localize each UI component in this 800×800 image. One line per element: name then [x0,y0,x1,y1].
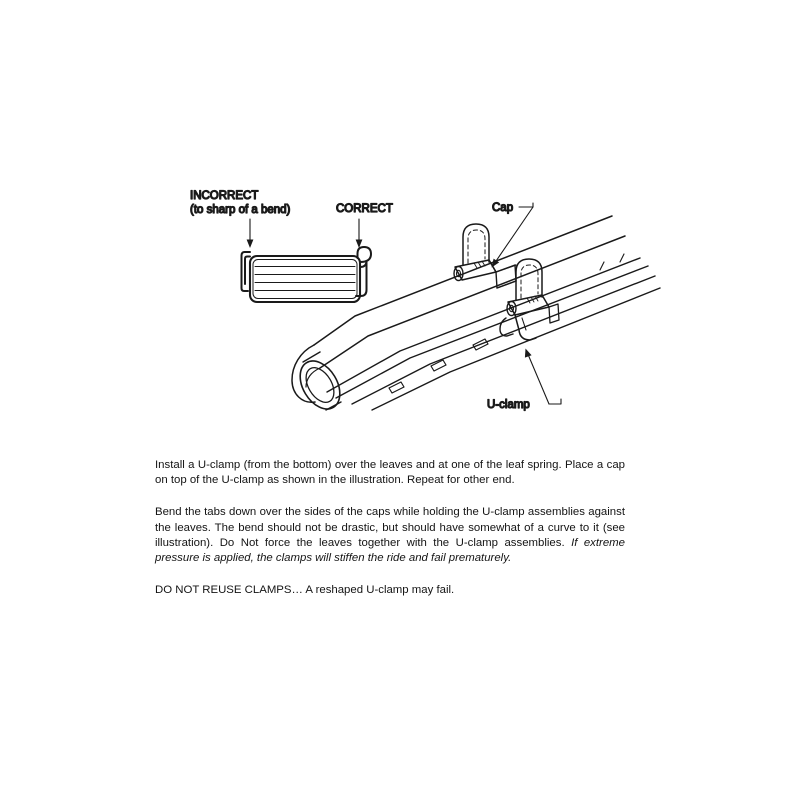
label-cap: Cap [492,202,514,214]
instruction-text-block [155,458,625,598]
detail-clamp-body [250,256,360,302]
uclamp-leader-line [525,349,561,405]
spring-main-leaf [292,216,625,402]
label-correct: CORRECT [336,203,393,215]
leaf-edge-ticks [600,254,624,270]
instruction-paragraph-3: DO NOT REUSE CLAMPS… A reshaped U-clamp may fail. [155,584,455,597]
label-uclamp: U-clamp [487,399,530,411]
clamp-assembly-front [500,259,559,340]
label-incorrect-sub: (to sharp of a bend) [190,204,291,216]
label-incorrect: INCORRECT [190,190,259,202]
clamp-assembly-rear [454,224,516,288]
instruction-paragraph-1: Install a U-clamp (from the bottom) over the leaves and at one of the leaf spring. Place a cap on top of the U-clamp as shown in the illustration. Repeat for other end. [155,459,625,487]
detail-tab-incorrect-sharp [242,252,251,291]
spring-leaf-stack [327,258,660,410]
instruction-paragraph-2-plain: Bend the tabs down over the sides of the caps while holding the U-clamp assemblies against the leaves. The bend should not be drastic, but should have somewhat of a curve to it (see illustration). Do Not force the leaves together with the U-clamp assemblies. [155,506,625,549]
instruction-paragraph-2-italic: If extreme pressure is applied, the clamps will stiffen the ride and fail prematurely. [155,536,625,565]
correct-leader-line [356,219,363,248]
detail-tab-correct-rounded [356,247,371,296]
incorrect-leader-line [247,219,254,248]
instruction-paragraph-2 [155,505,625,566]
